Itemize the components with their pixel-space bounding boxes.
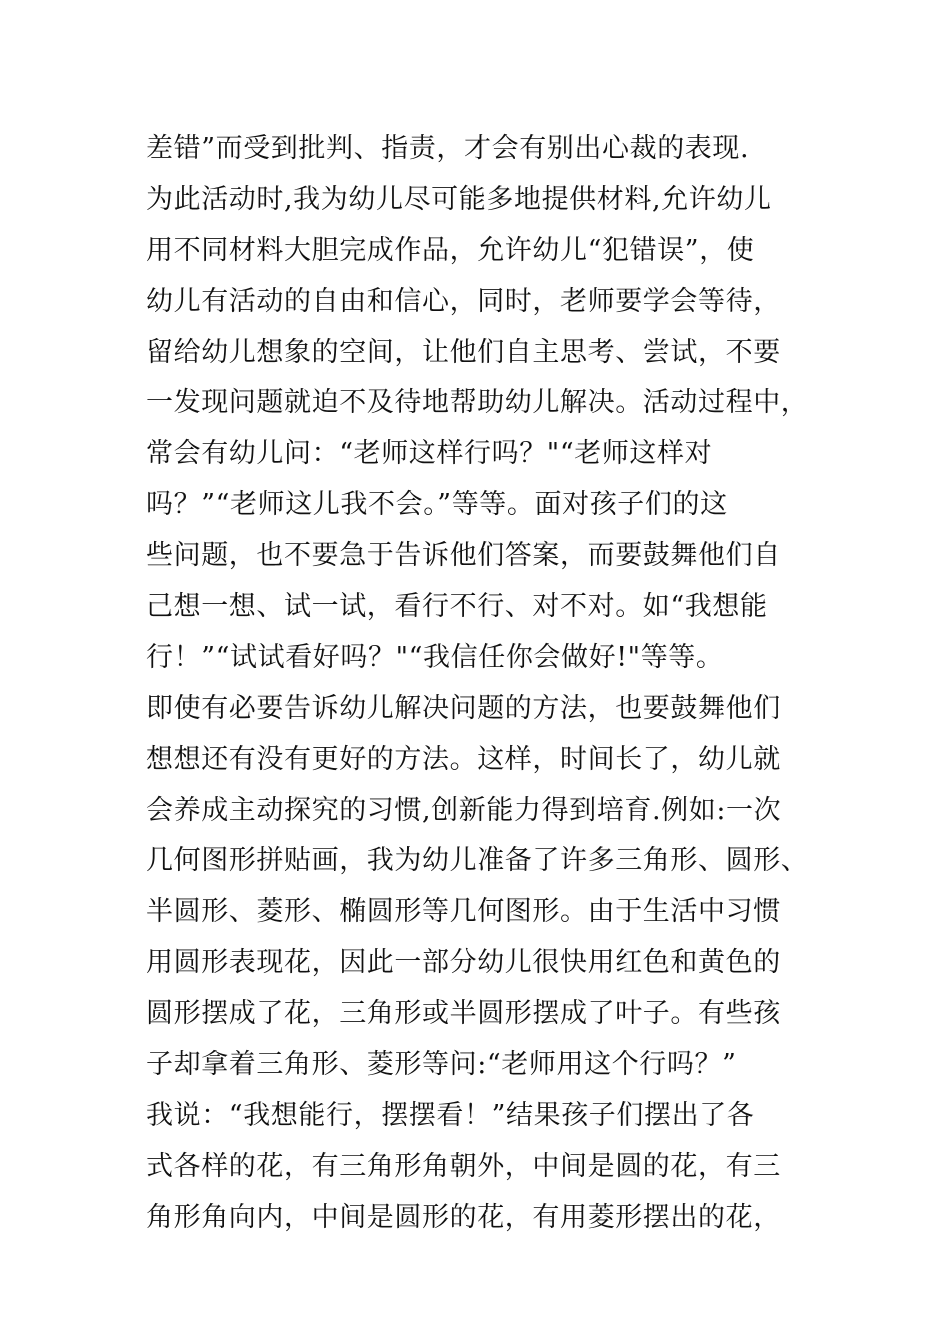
text-line-10: 己想一想、试一试，看行不行、对不对。如“我想能 (146, 591, 768, 623)
text-line-13: 想想还有没有更好的方法。这样，时间长了，幼儿就 (146, 743, 781, 775)
text-line-7: 常会有幼儿问：“老师这样行吗？"“老师这样对 (146, 438, 713, 470)
text-line-22: 角形角向内，中间是圆形的花，有用菱形摆出的花， (146, 1201, 781, 1233)
text-line-12: 即使有必要告诉幼儿解决问题的方法，也要鼓舞他们 (146, 692, 781, 724)
text-line-17: 用圆形表现花，因此一部分幼儿很快用红色和黄色的 (146, 947, 781, 979)
text-line-15: 几何图形拼贴画，我为幼儿准备了许多三角形、圆形、 (146, 845, 809, 877)
text-line-1: 差错”而受到批判、指责，才会有别出心裁的表现. (146, 133, 750, 164)
text-line-9: 些问题，也不要急于告诉他们答案，而要鼓舞他们自 (146, 540, 781, 572)
text-line-2: 为此活动时,我为幼儿尽可能多地提供材料,允许幼儿 (146, 183, 772, 215)
text-line-16: 半圆形、菱形、椭圆形等几何图形。由于生活中习惯 (146, 896, 781, 928)
text-line-19: 子却拿着三角形、菱形等问:“老师用这个行吗？” (146, 1049, 737, 1081)
text-line-20: 我说：“我想能行，摆摆看！”结果孩子们摆出了各 (146, 1099, 755, 1131)
body-text (146, 124, 836, 1244)
text-line-8: 吗？”“老师这儿我不会。”等等。面对孩子们的这 (146, 489, 728, 521)
text-line-21: 式各样的花，有三角形角朝外，中间是圆的花，有三 (146, 1150, 781, 1182)
text-line-5: 留给幼儿想象的空间，让他们自主思考、尝试，不要 (146, 336, 781, 368)
text-line-18: 圆形摆成了花，三角形或半圆形摆成了叶子。有些孩 (146, 998, 781, 1030)
text-line-14: 会养成主动探究的习惯,创新能力得到培育.例如:一次 (146, 794, 782, 826)
text-line-11: 行！”“试试看好吗？"“我信任你会做好!"等等。 (146, 641, 724, 673)
text-line-4: 幼儿有活动的自由和信心，同时，老师要学会等待， (146, 285, 781, 317)
text-line-3: 用不同材料大胆完成作品，允许幼儿“犯错误”，使 (146, 234, 755, 266)
text-line-6: 一发现问题就迫不及待地帮助幼儿解决。活动过程中， (146, 387, 809, 419)
